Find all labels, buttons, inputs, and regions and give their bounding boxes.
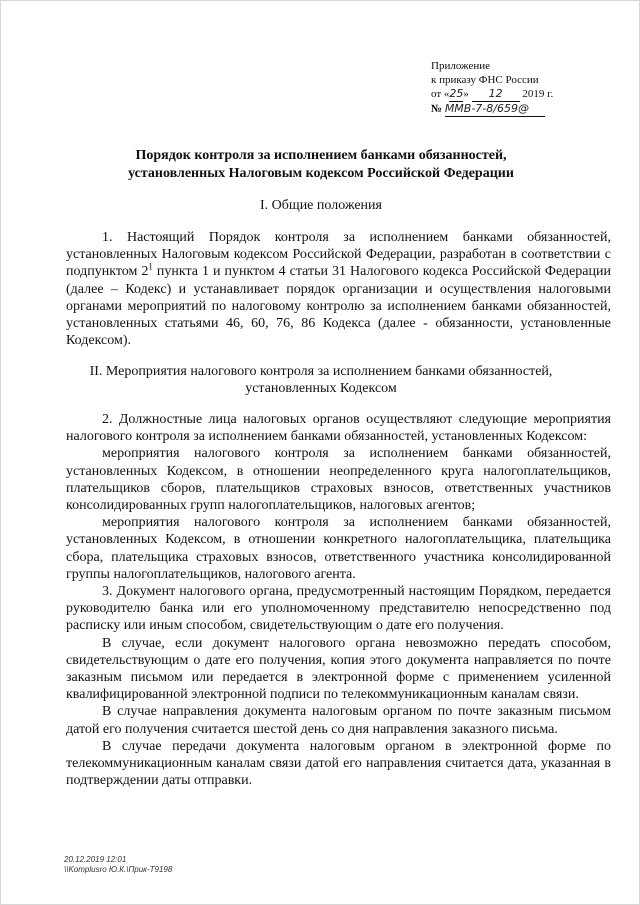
- paragraph-3: 3. Документ налогового органа, предусмотренный настоящим Порядком, передается руководителю банка или его уполномоченному представителю непосредственно под расписку или иным способом, свидетельствующим о дате его получения.: [66, 584, 611, 634]
- print-footer: 20.12.2019 12:01 \\Komplusro Ю.К.\Прик-Т9198: [64, 855, 173, 874]
- appendix-date: от «25» 12 2019 г.: [431, 87, 554, 100]
- appendix-order-ref: к приказу ФНС России: [431, 74, 539, 86]
- appendix-date-day: 25: [449, 87, 464, 100]
- paragraph-2: 2. Должностные лица налоговых органов осуществляют следующие мероприятия налогового контроля за исполнением банками обязанностей, установленных Кодексом:: [66, 412, 611, 445]
- paragraph-2-item-2: мероприятия налогового контроля за исполнением банками обязанностей, установленных Кодексом, в отношении конкретного налогоплательщика, плательщика сбора, плательщика страховых взносов, ответственного участника консолидированной группы налогоплательщиков, налогового агента.: [66, 515, 611, 582]
- document-title: Порядок контроля за исполнением банками обязанностей, установленных Налоговым кодексом Российской Федерации: [128, 148, 514, 181]
- appendix-number-value: ММВ-7-8/659@: [445, 102, 545, 117]
- body-paragraphs: [66, 411, 611, 789]
- paragraph-3-case-2: В случае направления документа налоговым органом по почте заказным письмом датой его получения считается шестой день со дня направления заказного письма.: [66, 704, 611, 737]
- appendix-number: № ММВ-7-8/659@: [431, 102, 601, 117]
- appendix-date-month: 12: [472, 87, 520, 102]
- paragraph-3-case-3: В случае передачи документа налоговым органом в электронной форме по телекоммуникационным каналам связи датой его направления считается дата, указанная в подтверждении даты отправки.: [66, 738, 611, 789]
- paragraph-1: 1. Настоящий Порядок контроля за исполнением банками обязанностей, установленных Налоговым кодексом Российской Федерации, разработан в соответствии с подпунктом $2^1$ пункта 1 и пунктом 4 статьи 31 Налогового кодекса Российской Федерации (далее – Кодекс) и устанавливает порядок организации и осуществления налоговыми органами мероприятий по налоговому контролю за исполнением банками обязанностей, установленных статьями 46, 60, 76, 86 Кодекса (далее - обязанности, установленные Кодексом).: [66, 230, 612, 349]
- section-heading-1: I. Общие положения: [260, 198, 382, 213]
- appendix-block: [431, 59, 601, 117]
- section-heading-2: II. Мероприятия налогового контроля за исполнением банками обязанностей, установленных Кодексом: [89, 364, 553, 396]
- paragraph-2-item-1: мероприятия налогового контроля за исполнением банками обязанностей, установленных Кодексом, в отношении неопределенного круга налогоплательщиков, плательщиков сборов, плательщиков страховых взносов, ответственных участников консолидированных групп налогоплательщиков, налоговых агентов;: [66, 446, 611, 514]
- paragraph-3-case-1: В случае, если документ налогового органа невозможно передать способом, свидетельствующим о дате его получения, копия этого документа направляется по почте заказным письмом или передается в электронной форме с применением усиленной квалифицированной электронной подписи по телекоммуникационным каналам связи.: [66, 635, 611, 703]
- appendix-label: Приложение: [431, 60, 491, 72]
